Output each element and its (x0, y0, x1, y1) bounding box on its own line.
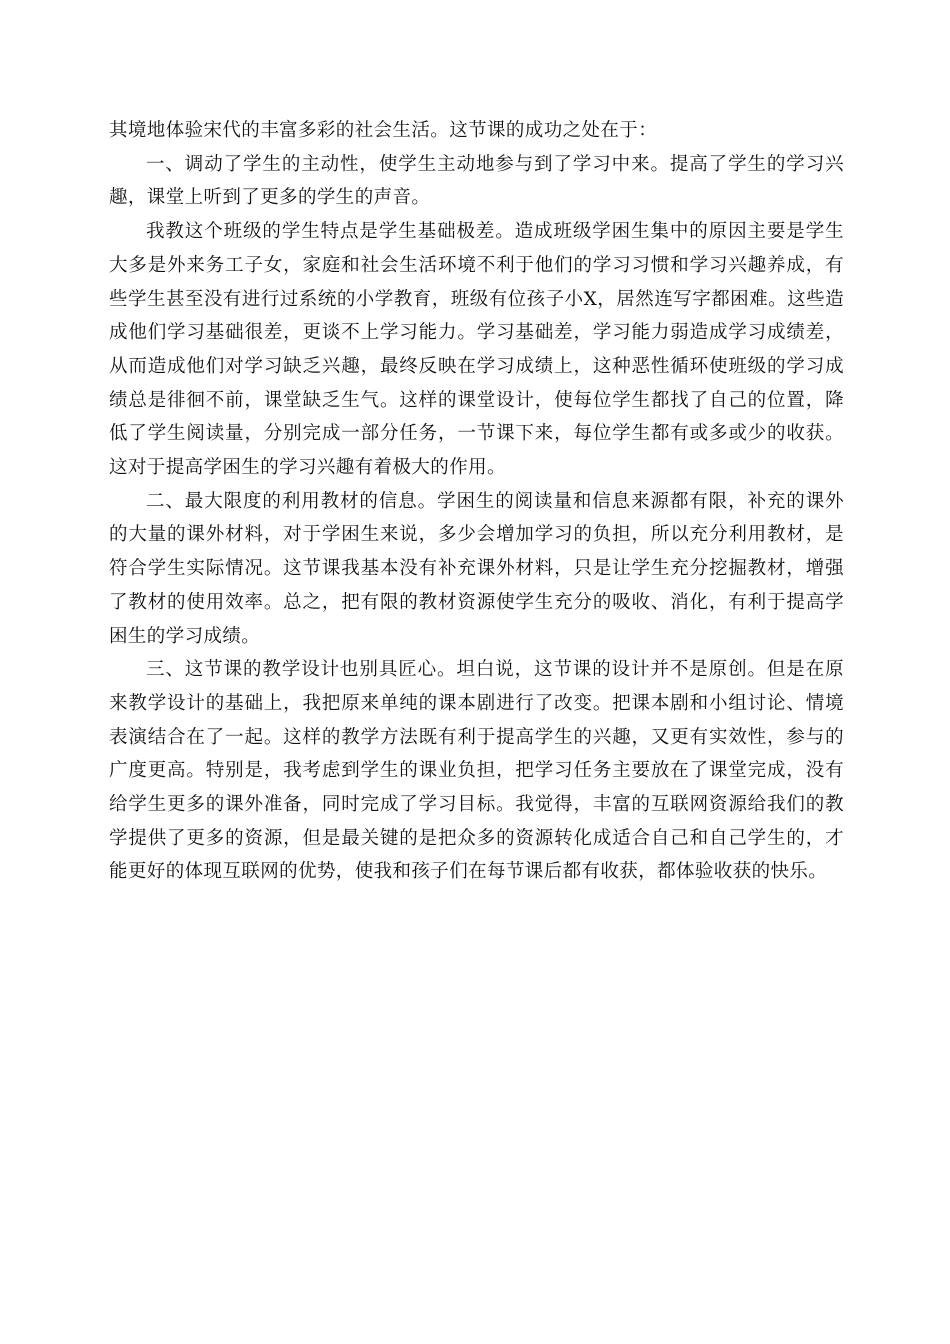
document-body (109, 114, 844, 889)
paragraph-continuation: 其境地体验宋代的丰富多彩的社会生活。这节课的成功之处在于： (109, 120, 658, 141)
paragraph-point-three: 三、这节课的教学设计也别具匠心。坦白说，这节课的设计并不是原创。但是在原来教学设计的基础上，我把原来单纯的课本剧进行了改变。把课本剧和小组讨论、情境表演结合在了一起。这样的教学方法既有利于提高学生的兴趣，又更有实效性，参与的广度更高。特别是，我考虑到学生的课业负担，把学习任务主要放在了课堂完成，没有给学生更多的课外准备，同时完成了学习目标。我觉得，丰富的互联网资源给我们的教学提供了更多的资源，但是最关键的是把众多的资源转化成适合自己和自己学生的，才能更好的体现互联网的优势，使我和孩子们在每节课后都有收获，都体验收获的快乐。 (109, 659, 844, 883)
paragraph-class-background: 我教这个班级的学生特点是学生基础极差。造成班级学困生集中的原因主要是学生大多是外来务工子女，家庭和社会生活环境不利于他们的学习习惯和学习兴趣养成，有些学生甚至没有进行过系统的小学教育，班级有位孩子小X，居然连写字都困难。这些造成他们学习基础很差，更谈不上学习能力。学习基础差，学习能力弱造成学习成绩差，从而造成他们对学习缺乏兴趣，最终反映在学习成绩上，这种恶性循环使班级的学习成绩总是徘徊不前，课堂缺乏生气。这样的课堂设计，使每位学生都找了自己的位置，降低了学生阅读量，分别完成一部分任务，一节课下来，每位学生都有或多或少的收获。这对于提高学困生的学习兴趣有着极大的作用。 (109, 221, 844, 479)
paragraph-point-two: 二、最大限度的利用教材的信息。学困生的阅读量和信息来源都有限，补充的课外的大量的课外材料，对于学困生来说，多少会增加学习的负担，所以充分利用教材，是符合学生实际情况。这节课我基本没有补充课外材料，只是让学生充分挖掘教材，增强了教材的使用效率。总之，把有限的教材资源使学生充分的吸收、消化，有利于提高学困生的学习成绩。 (109, 490, 844, 647)
paragraph-point-one: 一、调动了学生的主动性，使学生主动地参与到了学习中来。提高了学生的学习兴趣，课堂上听到了更多的学生的声音。 (109, 153, 844, 209)
